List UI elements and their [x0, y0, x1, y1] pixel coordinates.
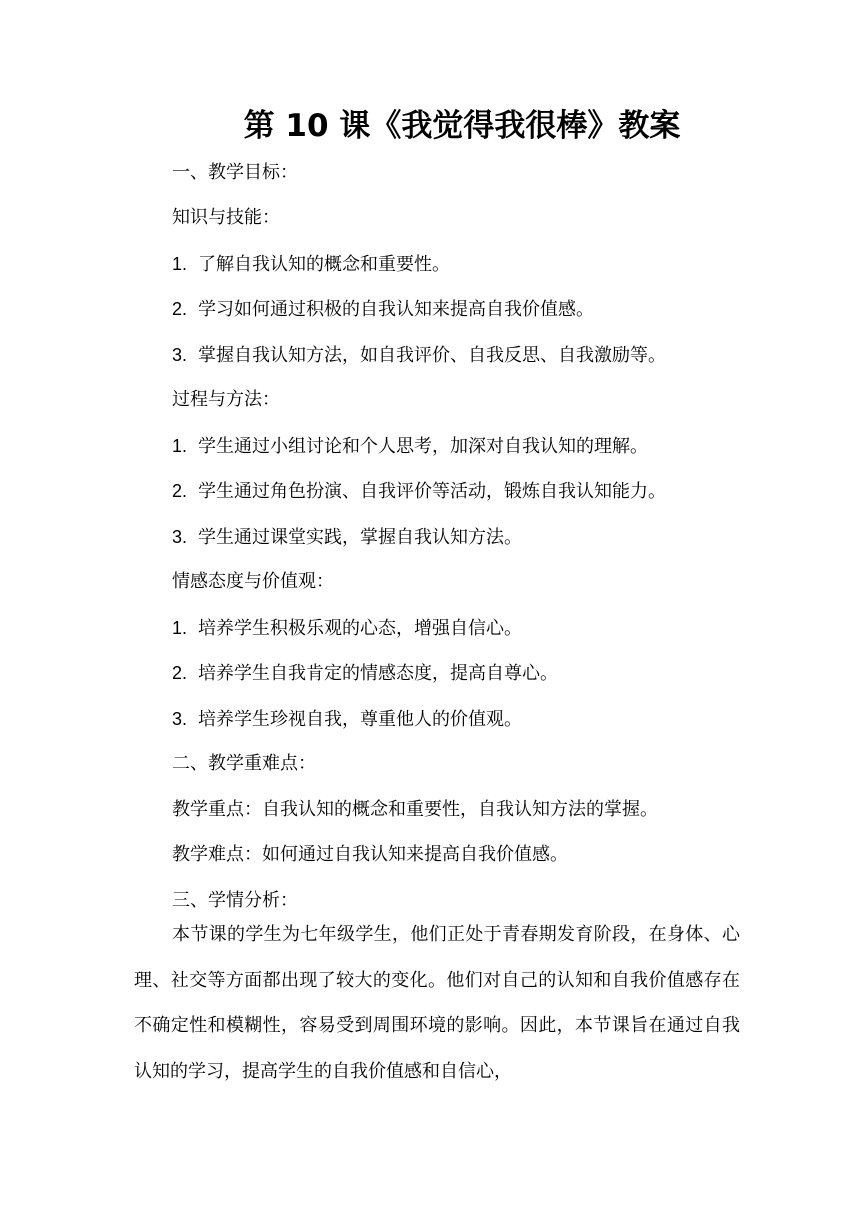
list-number: 3.: [172, 345, 188, 365]
list-text: 学生通过小组讨论和个人思考，加深对自我认知的理解。: [198, 436, 648, 457]
list-number: 3.: [172, 709, 188, 729]
list-item: [172, 434, 648, 459]
list-text: 学生通过课堂实践，掌握自我认知方法。: [198, 527, 522, 548]
list-text: 学生通过角色扮演、自我评价等活动，锻炼自我认知能力。: [198, 481, 666, 502]
list-item: [172, 616, 522, 641]
section-heading-key-points: 二、教学重难点：: [172, 753, 316, 774]
key-point-text: 教学重点：自我认知的概念和重要性，自我认知方法的掌握。: [172, 799, 658, 820]
list-text: 了解自我认知的概念和重要性。: [198, 254, 450, 275]
list-item: [172, 479, 666, 504]
list-text: 学习如何通过积极的自我认知来提高自我价值感。: [198, 299, 594, 320]
subheading-process: 过程与方法：: [172, 389, 280, 410]
list-number: 3.: [172, 527, 188, 547]
list-number: 2.: [172, 663, 188, 683]
list-item: [172, 343, 666, 368]
subheading-knowledge: 知识与技能：: [172, 207, 280, 228]
list-number: 1.: [172, 436, 188, 456]
list-item: [172, 252, 450, 277]
document-title: 第 10 课《我觉得我很棒》教案: [243, 108, 681, 144]
list-number: 1.: [172, 618, 188, 638]
list-text: 掌握自我认知方法，如自我评价、自我反思、自我激励等。: [198, 345, 666, 366]
list-text: 培养学生自我肯定的情感态度，提高自尊心。: [198, 663, 558, 684]
list-item: [172, 525, 522, 550]
difficulty-text: 教学难点：如何通过自我认知来提高自我价值感。: [172, 844, 568, 865]
list-item: [172, 707, 522, 732]
list-item: [172, 661, 558, 686]
subheading-emotion: 情感态度与价值观：: [172, 571, 334, 592]
section-heading-objectives: 一、教学目标：: [172, 162, 298, 183]
section-heading-analysis: 三、学情分析：: [172, 890, 298, 911]
list-item: [172, 297, 594, 322]
list-number: 2.: [172, 299, 188, 319]
list-text: 培养学生积极乐观的心态，增强自信心。: [198, 618, 522, 639]
list-number: 2.: [172, 481, 188, 501]
list-number: 1.: [172, 254, 188, 274]
analysis-paragraph: 本节课的学生为七年级学生，他们正处于青春期发育阶段，在身体、心理、社交等方面都出现了较大的变化。他们对自己的认知和自我价值感存在不确定性和模糊性，容易受到周围环境的影响。因此，本节课旨在通过自我认知的学习，提高学生的自我价值感和自信心，: [134, 924, 740, 1082]
list-text: 培养学生珍视自我，尊重他人的价值观。: [198, 709, 522, 730]
